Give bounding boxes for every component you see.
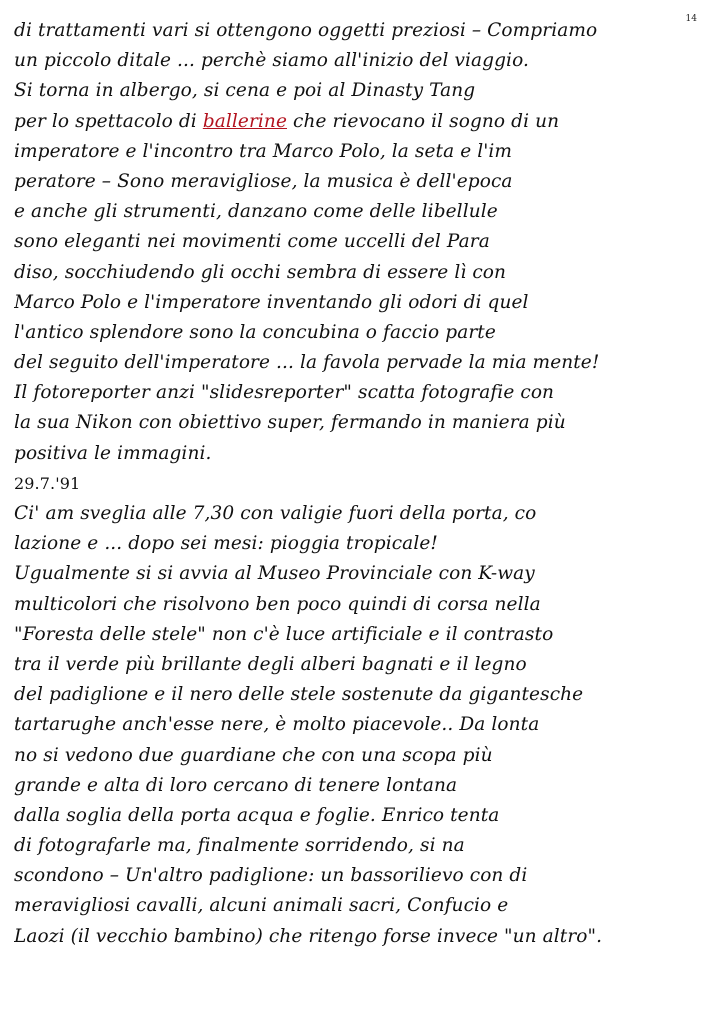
text-line-7: e anche gli strumenti, danzano come delle libellule	[14, 201, 498, 223]
text-line-23: del padiglione e il nero delle stele sostenute da gigantesche	[14, 684, 584, 706]
text-line-1: di trattamenti vari si ottengono oggetti preziosi – Compriamo	[14, 20, 598, 41]
text-line-13: Il fotoreporter anzi "slidesreporter" scatta fotografie con	[14, 382, 555, 404]
text-line-8: sono eleganti nei movimenti come uccelli del Para	[14, 231, 490, 253]
text-line-28: di fotografarle ma, finalmente sorridendo, si na	[14, 835, 465, 857]
text-line-12: del seguito dell'imperatore ... la favola pervade la mia mente!	[14, 352, 600, 374]
text-line-29: scondono – Un'altro padiglione: un bassorilievo con di	[14, 865, 528, 887]
highlighted-word: ballerine	[202, 110, 287, 132]
text-line-18: lazione e ... dopo sei mesi: pioggia tropicale!	[14, 533, 438, 555]
page-number: 14	[685, 14, 697, 24]
text-line-15: positiva le immagini.	[14, 442, 212, 464]
text-line-30: meravigliosi cavalli, alcuni animali sacri, Confucio e	[14, 895, 509, 917]
text-line-19: Ugualmente si si avvia al Museo Provinciale con K-way	[14, 563, 535, 585]
text-line-31: Laozi (il vecchio bambino) che ritengo forse invece "un altro".	[14, 925, 603, 947]
text-line-24: tartarughe anch'esse nere, è molto piacevole.. Da lonta	[14, 714, 540, 736]
handwritten-text	[14, 16, 704, 952]
text-line-6: peratore – Sono meravigliose, la musica è dell'epoca	[14, 170, 513, 192]
text-line-5: imperatore e l'incontro tra Marco Polo, la seta e l'im	[14, 140, 513, 162]
entry-date: 29.7.'91	[14, 473, 81, 493]
text-line-20: multicolori che risolvono ben poco quindi di corsa nella	[14, 593, 541, 615]
text-line-10: Marco Polo e l'imperatore inventando gli odori di quel	[14, 291, 529, 313]
text-line-4-end: che rievocano il sogno di un	[292, 110, 560, 132]
text-line-2: un piccolo ditale ... perchè siamo all'inizio del viaggio.	[14, 50, 529, 72]
text-line-17: Ci' am sveglia alle 7,30 con valigie fuori della porta, co	[14, 503, 537, 524]
text-line-9: diso, socchiudendo gli occhi sembra di essere lì con	[14, 261, 507, 283]
text-line-4	[14, 107, 704, 137]
text-line-26: grande e alta di loro cercano di tenere lontana	[14, 774, 458, 796]
text-line-22: tra il verde più brillante degli alberi bagnati e il legno	[14, 653, 527, 675]
text-line-11: l'antico splendore sono la concubina o faccio parte	[14, 321, 496, 343]
text-line-3: Si torna in albergo, si cena e poi al Dinasty Tang	[14, 80, 476, 102]
text-line-14: la sua Nikon con obiettivo super, fermando in maniera più	[14, 412, 566, 434]
text-line-27: dalla soglia della porta acqua e foglie. Enrico tenta	[14, 804, 500, 826]
text-line-21: "Foresta delle stele" non c'è luce artificiale e il contrasto	[14, 623, 554, 645]
text-line-4-start: per lo spettacolo di	[14, 110, 197, 132]
text-line-25: no si vedono due guardiane che con una scopa più	[14, 744, 493, 766]
